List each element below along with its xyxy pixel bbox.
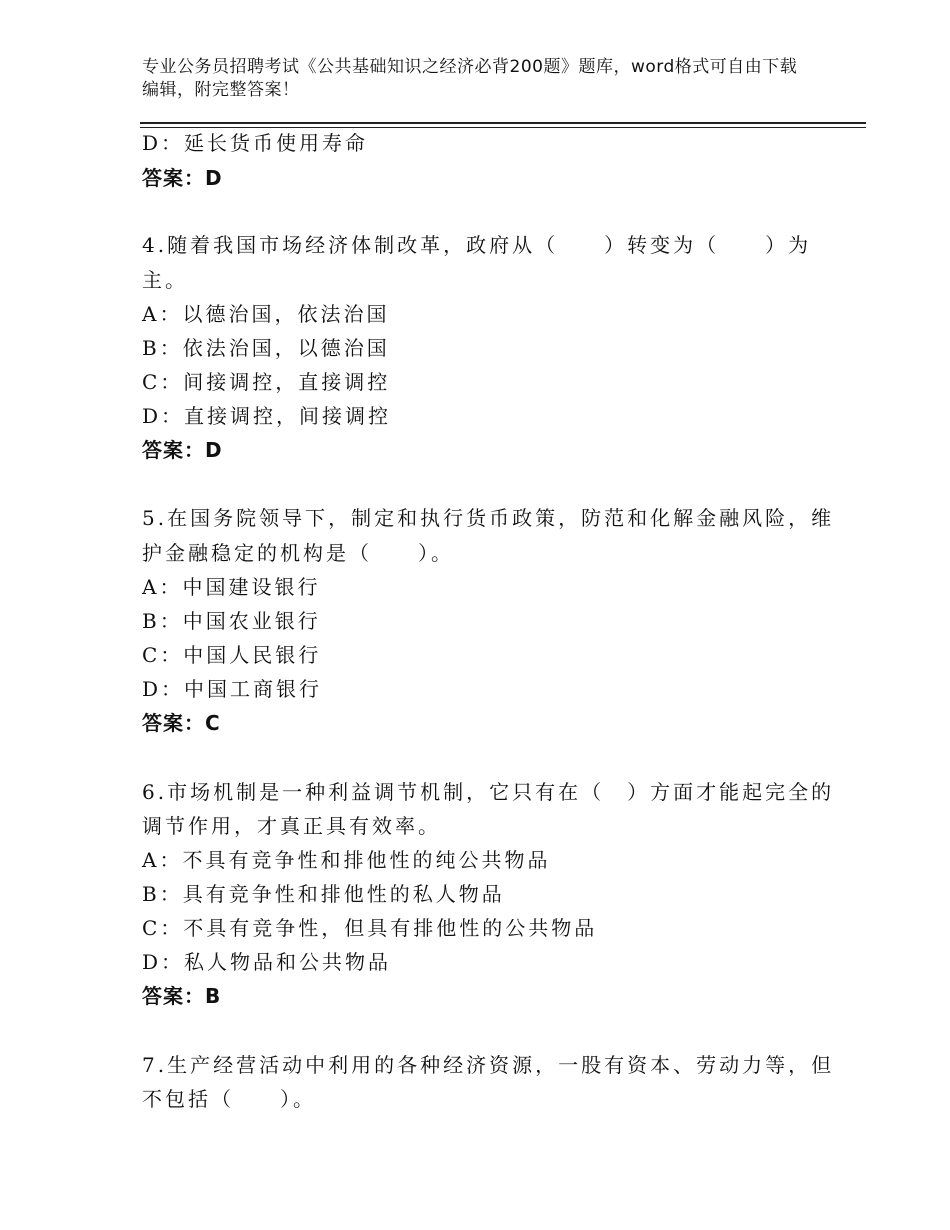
q3-option-d: D：延长货币使用寿命: [142, 131, 369, 155]
q6-stem-line2: 调节作用，才真正具有效率。: [142, 814, 441, 838]
q5-stem-line1: 5.在国务院领导下，制定和执行货币政策，防范和化解金融风险，维: [142, 506, 835, 530]
q5-stem-line2: 护金融稳定的机构是（ ）。: [142, 541, 454, 565]
q6-option-d: D：私人物品和公共物品: [142, 950, 392, 974]
q4-answer: 答案：D: [142, 438, 223, 462]
q3-answer: 答案：D: [142, 166, 223, 190]
page-header: 专业公务员招聘考试《公共基础知识之经济必背200题》题库，word格式可自由下载编辑，附完整答案！: [142, 57, 798, 100]
q6-option-c: C：不具有竞争性，但具有排他性的公共物品: [142, 916, 598, 940]
q5-option-d: D：中国工商银行: [142, 677, 323, 701]
q6-option-a: A：不具有竞争性和排他性的纯公共物品: [142, 848, 551, 872]
header-rule-thick: [140, 122, 866, 124]
q4-stem-line1: 4.随着我国市场经济体制改革，政府从（ ）转变为（ ）为: [142, 233, 812, 257]
q4-option-d: D：直接调控，间接调控: [142, 404, 392, 428]
q5-option-c: C：中国人民银行: [142, 643, 322, 667]
header-rule-thin: [140, 127, 866, 128]
q7-stem-line2: 不包括（ ）。: [142, 1087, 316, 1111]
q6-answer: 答案：B: [142, 984, 222, 1008]
q5-option-b: B：中国农业银行: [142, 609, 321, 633]
q4-option-a: A：以德治国，依法治国: [142, 302, 390, 326]
q4-option-c: C：间接调控，直接调控: [142, 370, 391, 394]
q6-option-b: B：具有竞争性和排他性的私人物品: [142, 882, 505, 906]
q4-stem-line2: 主。: [142, 268, 188, 292]
q6-stem-line1: 6.市场机制是一种利益调节机制，它只有在（ ）方面才能起完全的: [142, 780, 835, 804]
q4-option-b: B：依法治国，以德治国: [142, 336, 390, 360]
q7-stem-line1: 7.生产经营活动中利用的各种经济资源，一股有资本、劳动力等，但: [142, 1053, 835, 1077]
q5-answer: 答案：C: [142, 711, 221, 735]
q5-option-a: A：中国建设银行: [142, 575, 321, 599]
